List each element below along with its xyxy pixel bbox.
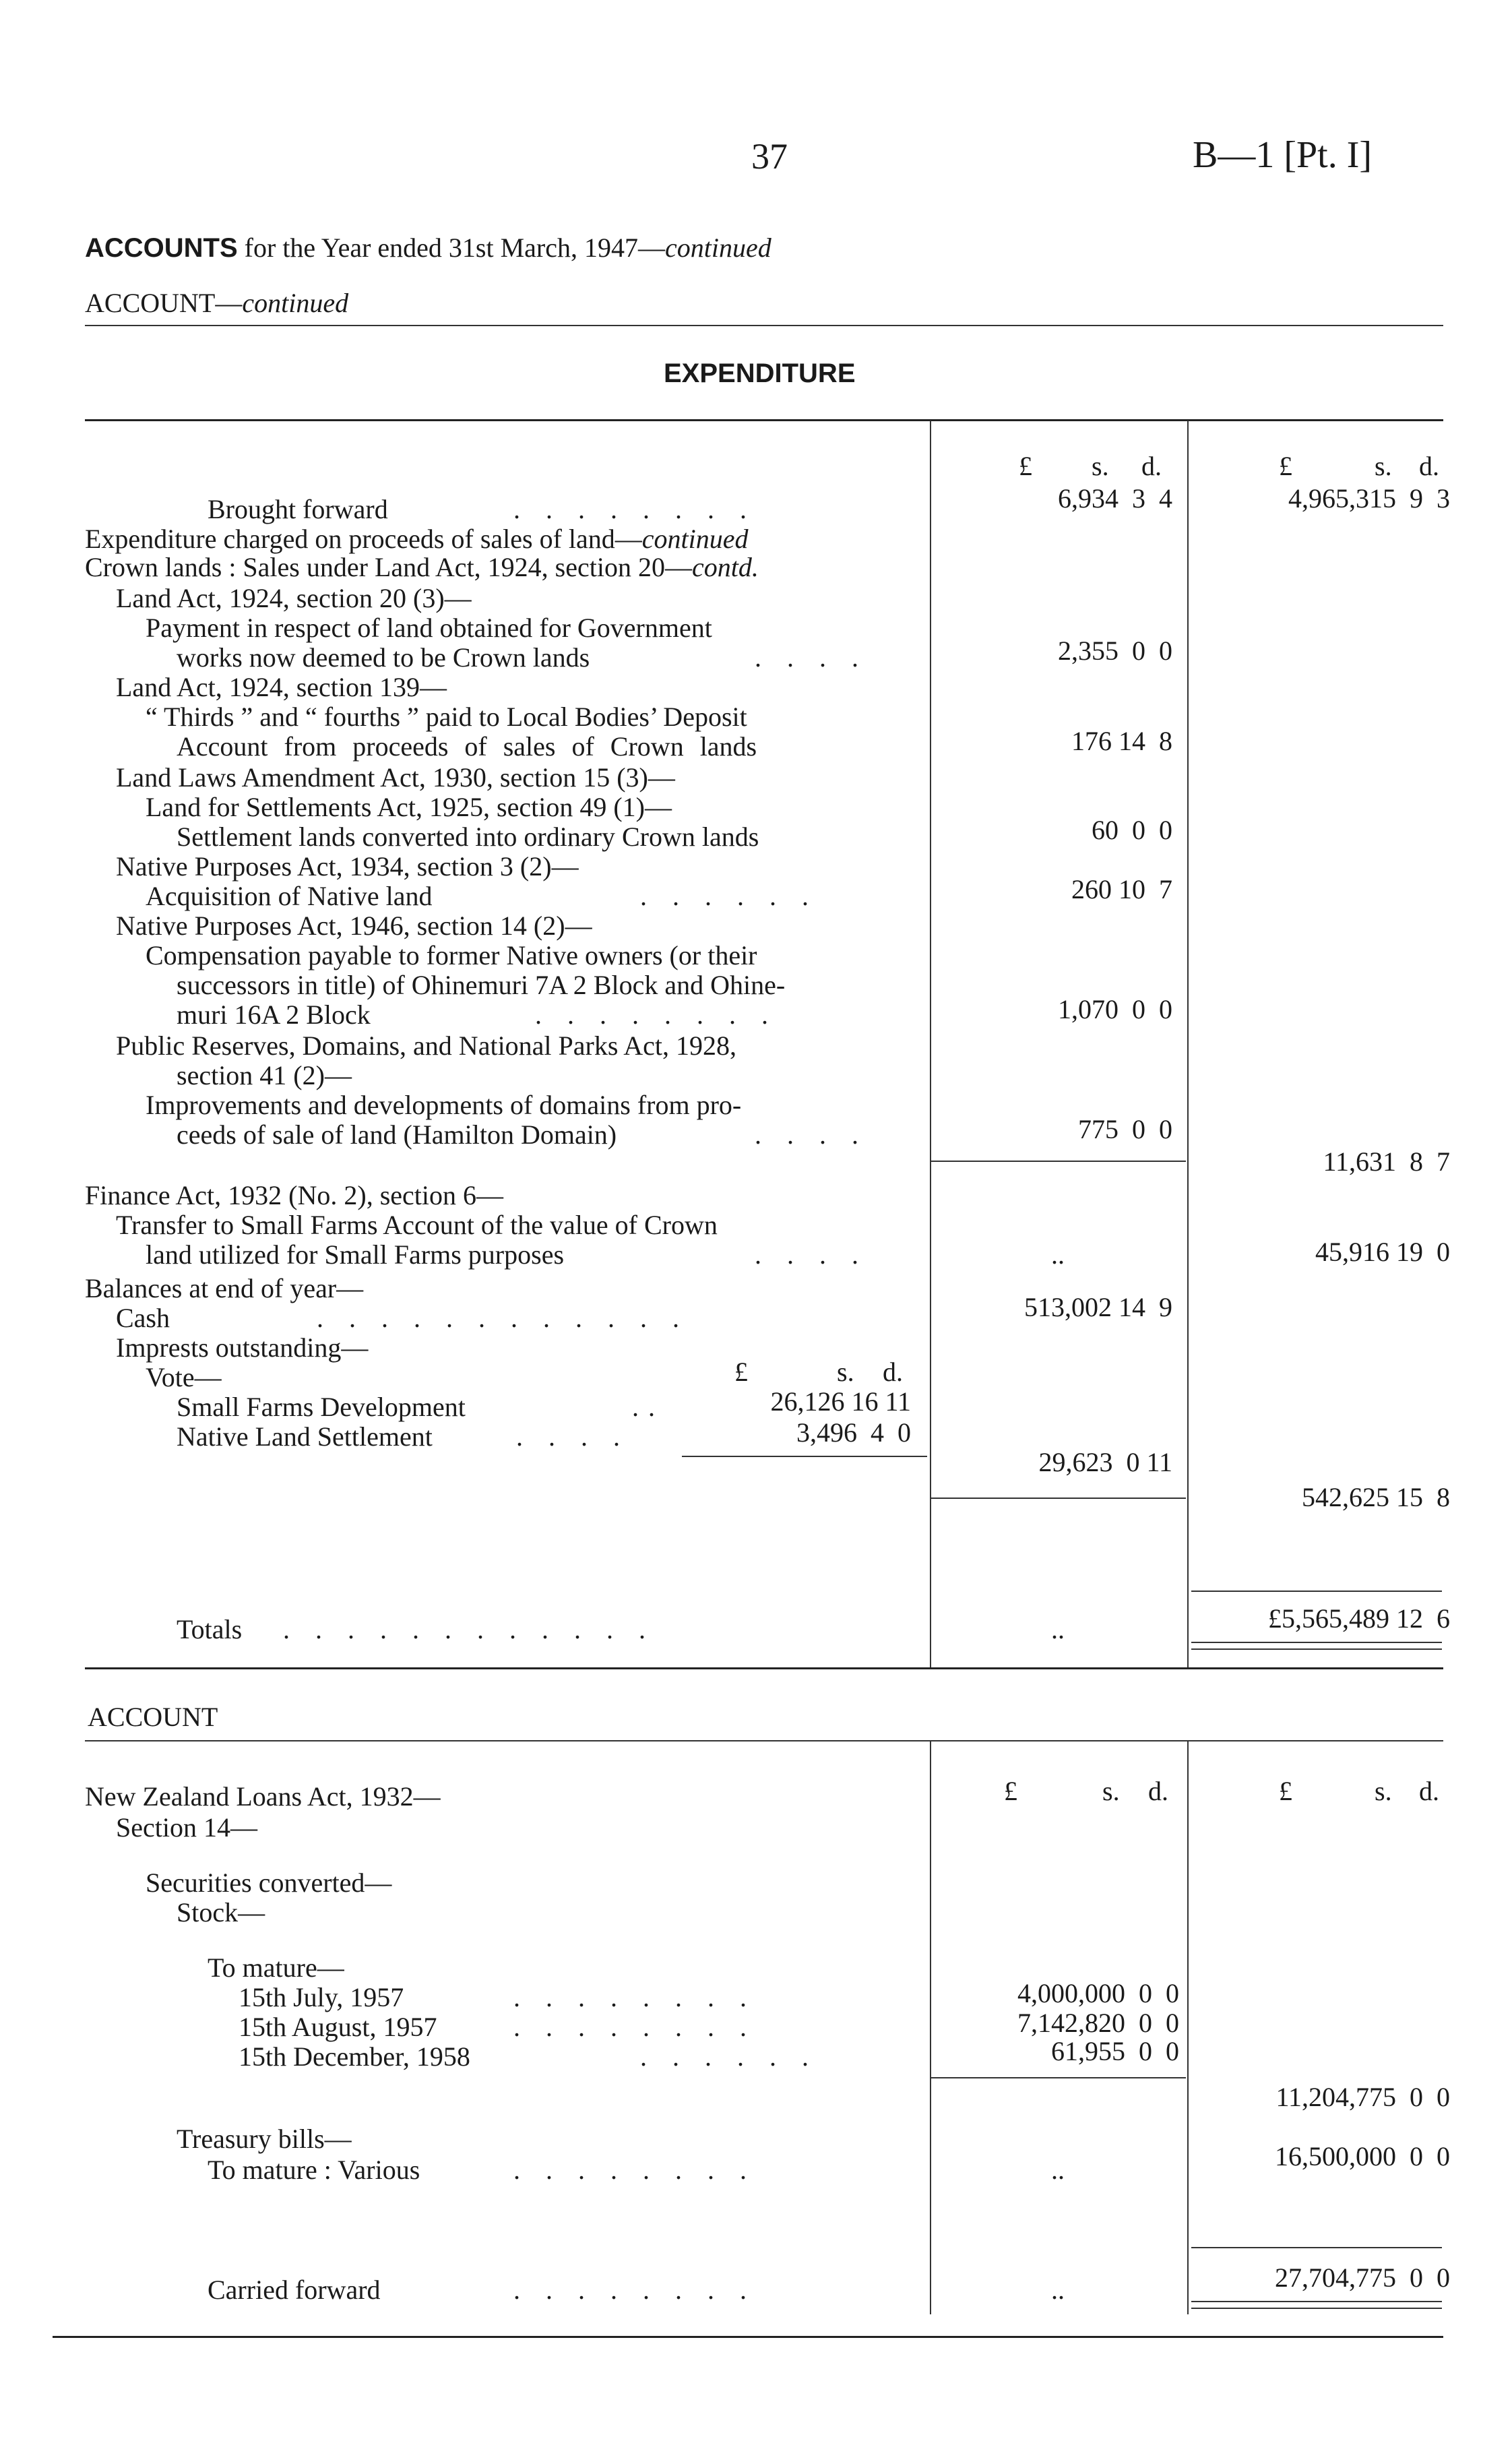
imprests-line: Imprests outstanding— [116, 1332, 369, 1363]
expenditure-line: Improvements and developments of domains from pro- [146, 1090, 742, 1120]
mature-amount: 4,000,000 0 0 [1017, 1978, 1179, 2008]
expenditure-line: ceeds of sale of land (Hamilton Domain) [177, 1119, 617, 1150]
leader-dots: . . . . . . . . [513, 494, 756, 524]
mature-item: 15th December, 1958 [239, 2041, 470, 2072]
section14-line: Section 14— [116, 1812, 257, 1843]
expenditure-line: “ Thirds ” and “ fourths ” paid to Local Bodies’ Deposit [146, 702, 747, 732]
column-rule [1187, 1741, 1189, 2314]
subtitle-text: ACCOUNT— [85, 288, 243, 318]
leader-dots: . . . . [516, 1421, 629, 1452]
expenditure-line: Land for Settlements Act, 1925, section 49 (1)— [146, 792, 672, 822]
col1-shilling-head: s. [1092, 451, 1109, 481]
transfer-col2: 45,916 19 0 [1315, 1237, 1450, 1267]
expenditure-line: Compensation payable to former Native owners (or their [146, 940, 757, 970]
page-subtitle [85, 288, 348, 318]
column-rule [1187, 421, 1189, 1667]
vote-shilling-head: s. [837, 1357, 854, 1387]
to-mature-line: To mature— [208, 1952, 344, 1983]
totals-rule [1191, 1591, 1442, 1592]
treasury-col1: .. [1051, 2155, 1065, 2185]
totals-col2: £5,565,489 12 6 [1268, 1603, 1450, 1634]
totals-label: Totals [177, 1614, 243, 1644]
col2-pound-head: £ [1279, 451, 1292, 481]
transfer-col1: .. [1051, 1239, 1065, 1270]
continued-italic: continued [641, 524, 749, 554]
expenditure-line: Land Laws Amendment Act, 1930, section 15 (3)— [116, 762, 675, 793]
title-bold: ACCOUNTS [85, 233, 238, 263]
column-rule [930, 421, 931, 1667]
amount-thirds-fourths: 176 14 8 [1071, 726, 1172, 756]
treasury-col2: 16,500,000 0 0 [1275, 2141, 1450, 2171]
amount-settlement-lands: 60 0 0 [1092, 815, 1172, 845]
stock-total: 11,204,775 0 0 [1275, 2082, 1450, 2112]
stock-rule [931, 2077, 1186, 2078]
expenditure-line: Public Reserves, Domains, and National Parks Act, 1928, [116, 1030, 736, 1061]
leader-dots: . . . . [755, 1239, 868, 1270]
expenditure-line: Account from proceeds of sales of Crown lands [177, 731, 757, 762]
balances-rule [931, 1498, 1186, 1499]
balances-total: 542,625 15 8 [1302, 1482, 1450, 1512]
leader-dots: . . . . [755, 642, 868, 673]
expenditure-line: Land Act, 1924, section 139— [116, 672, 447, 702]
subtitle-continued: continued [242, 288, 349, 318]
treasury-bills-line: Treasury bills— [177, 2124, 352, 2154]
line-text: Expenditure charged on proceeds of sales of land— [85, 524, 642, 554]
col1-shilling-head: s. [1102, 1776, 1120, 1806]
col1-pence-head: d. [1148, 1776, 1168, 1806]
totals-col1: .. [1051, 1614, 1065, 1644]
col2-pence-head: d. [1419, 451, 1439, 481]
totals-double-rule [1191, 1642, 1442, 1643]
small-farms-amount: 26,126 16 11 [770, 1386, 911, 1417]
amount-subtotal: 11,631 8 7 [1323, 1146, 1450, 1177]
page-title [85, 233, 771, 263]
carried-forward-label: Carried forward [208, 2275, 381, 2305]
leader-dots: .. [632, 1392, 664, 1422]
amount-government-works: 2,355 0 0 [1058, 636, 1172, 666]
carried-rule [1191, 2247, 1442, 2248]
transfer-line-1: Transfer to Small Farms Account of the value of Crown [116, 1210, 718, 1240]
imprests-total: 29,623 0 11 [1038, 1447, 1172, 1477]
leader-dots: . . . . . . [640, 2041, 818, 2072]
document-reference: B—1 [Pt. I] [1193, 134, 1372, 176]
col2-shilling-head: s. [1375, 451, 1392, 481]
col2-pound-head: £ [1279, 1776, 1292, 1806]
line-text: Crown lands : Sales under Land Act, 1924, section 20— [85, 552, 692, 582]
mature-item: 15th August, 1957 [239, 2012, 437, 2042]
amount-hamilton-domain: 775 0 0 [1078, 1114, 1172, 1144]
leader-dots: . . . . [755, 1119, 868, 1150]
leader-dots: . . . . . . . . . . . . [283, 1614, 655, 1644]
expenditure-line: Payment in respect of land obtained for Government [146, 613, 712, 643]
expenditure-line: successors in title) of Ohinemuri 7A 2 Block and Ohine- [177, 970, 786, 1000]
vote-pence-head: d. [883, 1357, 903, 1387]
expenditure-line: Acquisition of Native land [146, 881, 433, 911]
leader-dots: . . . . . . . . [513, 1982, 756, 2012]
transfer-line-2: land utilized for Small Farms purposes [146, 1239, 565, 1270]
carried-col2: 27,704,775 0 0 [1275, 2262, 1450, 2293]
small-farms-label: Small Farms Development [177, 1392, 466, 1422]
expenditure-line [85, 553, 759, 582]
expenditure-line: section 41 (2)— [177, 1060, 352, 1090]
brought-forward-col2: 4,965,315 9 3 [1288, 483, 1450, 514]
section-heading: EXPENDITURE [664, 359, 856, 388]
leader-dots: . . . . . . [640, 881, 818, 911]
column-rule [930, 1741, 931, 2314]
mature-amount: 61,955 0 0 [1051, 2036, 1179, 2066]
leader-dots: . . . . . . . . . . . . [317, 1303, 689, 1333]
col2-pence-head: d. [1419, 1776, 1439, 1806]
carried-col1: .. [1051, 2275, 1065, 2305]
native-settlement-label: Native Land Settlement [177, 1421, 433, 1452]
col2-shilling-head: s. [1375, 1776, 1392, 1806]
totals-double-rule [1191, 1648, 1442, 1650]
securities-line: Securities converted— [146, 1868, 392, 1898]
col1-pence-head: d. [1141, 451, 1162, 481]
col1-pound-head: £ [1019, 451, 1032, 481]
expenditure-line [85, 524, 749, 554]
divider [85, 419, 1443, 421]
amount-compensation: 1,070 0 0 [1058, 994, 1172, 1024]
expenditure-line: Land Act, 1924, section 20 (3)— [116, 583, 472, 613]
leader-dots: . . . . . . . . [513, 2012, 756, 2042]
nz-loans-line: New Zealand Loans Act, 1932— [85, 1781, 441, 1812]
mature-item: 15th July, 1957 [239, 1982, 404, 2012]
brought-forward-col1: 6,934 3 4 [1058, 483, 1172, 514]
divider [53, 2336, 1443, 2338]
balances-line: Balances at end of year— [85, 1273, 364, 1303]
vote-pound-head: £ [734, 1357, 748, 1387]
leader-dots: . . . . . . . . [513, 2155, 756, 2185]
expenditure-line: Settlement lands converted into ordinary Crown lands [177, 822, 759, 852]
treasury-mature-line: To mature : Various [208, 2155, 420, 2185]
expenditure-line: Native Purposes Act, 1934, section 3 (2)— [116, 851, 579, 882]
mature-amount: 7,142,820 0 0 [1017, 2008, 1179, 2038]
stock-line: Stock— [177, 1897, 265, 1927]
subtotal-rule [931, 1161, 1186, 1162]
cash-amount: 513,002 14 9 [1024, 1292, 1172, 1322]
expenditure-line: works now deemed to be Crown lands [177, 642, 590, 673]
cash-label: Cash [116, 1303, 170, 1333]
amount-native-land: 260 10 7 [1071, 874, 1172, 904]
col1-pound-head: £ [1004, 1776, 1017, 1806]
title-continued: continued [665, 233, 771, 263]
native-settlement-amount: 3,496 4 0 [796, 1417, 911, 1448]
vote-rule [682, 1456, 927, 1457]
carried-double-rule [1191, 2308, 1442, 2309]
carried-double-rule [1191, 2301, 1442, 2302]
brought-forward-label: Brought forward [208, 494, 388, 524]
title-rest: for the Year ended 31st March, 1947— [237, 233, 665, 263]
leader-dots: . . . . . . . . [535, 999, 778, 1030]
leader-dots: . . . . . . . . [513, 2275, 756, 2305]
page-number: 37 [751, 136, 788, 177]
finance-act-line: Finance Act, 1932 (No. 2), section 6— [85, 1180, 503, 1210]
contd-italic: contd. [691, 552, 759, 582]
divider [85, 1667, 1443, 1669]
account-heading: ACCOUNT [88, 1702, 218, 1732]
expenditure-line: muri 16A 2 Block [177, 999, 371, 1030]
divider [85, 325, 1443, 326]
expenditure-line: Native Purposes Act, 1946, section 14 (2)— [116, 911, 592, 941]
divider [85, 1740, 1443, 1741]
vote-line: Vote— [146, 1362, 222, 1392]
